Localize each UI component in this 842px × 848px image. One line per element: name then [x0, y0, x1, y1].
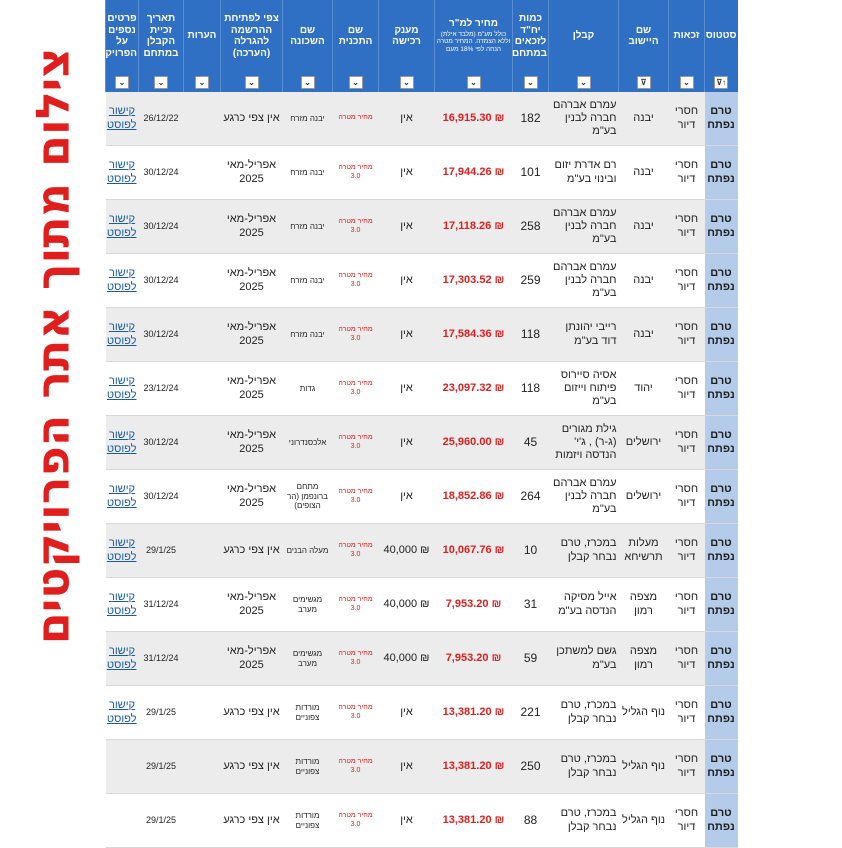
cell-neighborhood: מורדות צפוניים — [283, 686, 333, 740]
cell-date: 29/1/25 — [139, 524, 184, 578]
cell-status: טרם נפתח — [705, 362, 738, 416]
header-row — [106, 0, 738, 72]
post-link[interactable]: קישור לפוסט — [106, 645, 137, 671]
column-header-program — [333, 0, 379, 72]
cell-units: 118 — [513, 308, 549, 362]
cell-program: מחיר מטרה 3.0 — [333, 470, 379, 524]
cell-units: 258 — [513, 200, 549, 254]
cell-expected: אין צפי כרגע — [221, 740, 283, 794]
filter-dropdown-icon[interactable]: ⌄ — [195, 76, 209, 89]
cell-status: טרם נפתח — [705, 686, 738, 740]
cell-date: 30/12/24 — [139, 146, 184, 200]
cell-neighborhood: אלכסנדרוני — [283, 416, 333, 470]
cell-winners: חסרי דיור — [669, 632, 705, 686]
column-header-details — [98, 0, 139, 72]
column-header-notes — [184, 0, 221, 72]
cell-details — [106, 524, 139, 578]
table-row — [106, 524, 738, 578]
cell-city: נוף הגליל — [619, 794, 669, 848]
cell-winners: חסרי דיור — [669, 362, 705, 416]
cell-expected: אין צפי כרגע — [221, 524, 283, 578]
cell-grant: אין — [379, 146, 435, 200]
cell-notes — [184, 362, 221, 416]
cell-expected: אפריל-מאי 2025 — [221, 308, 283, 362]
cell-city: מעלות תרשיחא — [619, 524, 669, 578]
cell-program: מחיר מטרה 3.0 — [333, 362, 379, 416]
cell-grant: אין — [379, 308, 435, 362]
column-header-label: שם התכנית — [338, 24, 373, 47]
cell-grant: אין — [379, 470, 435, 524]
column-header-label: סטטוס — [705, 30, 737, 42]
cell-winners: חסרי דיור — [669, 794, 705, 848]
filter-cell-expected — [221, 72, 283, 92]
table-row — [106, 146, 738, 200]
column-header-winners — [669, 0, 705, 72]
filter-dropdown-icon[interactable]: ⊽ — [637, 76, 651, 89]
filter-cell-program — [333, 72, 379, 92]
cell-units: 10 — [513, 524, 549, 578]
side-title-container — [6, 47, 98, 645]
cell-notes — [184, 416, 221, 470]
cell-city: יבנה — [619, 92, 669, 146]
cell-neighborhood: יבנה מזרח — [283, 254, 333, 308]
cell-notes — [184, 470, 221, 524]
cell-city: ירושלים — [619, 416, 669, 470]
filter-cell-contractor — [549, 72, 619, 92]
table-row — [106, 200, 738, 254]
cell-price: ₪ 17,303.52 — [435, 254, 513, 308]
filter-dropdown-icon[interactable]: ⌄ — [301, 76, 315, 89]
cell-details — [106, 470, 139, 524]
cell-neighborhood: מתחם ברונפמן (הר הצופים) — [283, 470, 333, 524]
cell-details — [106, 308, 139, 362]
column-header-sublabel: כולל מע"מ (מלבד אילת) וללא הצמדה. המחיר מטרה הנחה לפי 18% מעם — [436, 30, 511, 54]
cell-neighborhood: יבנה מזרח — [283, 92, 333, 146]
cell-price: ₪ 23,097.32 — [435, 362, 513, 416]
cell-notes — [184, 254, 221, 308]
cell-status: טרם נפתח — [705, 740, 738, 794]
post-link[interactable]: קישור לפוסט — [106, 267, 137, 293]
column-header-label: כמות יח"ד לזכאים במתחם — [511, 13, 547, 59]
cell-grant: ₪ 40,000 — [379, 524, 435, 578]
cell-grant: אין — [379, 686, 435, 740]
cell-units: 45 — [513, 416, 549, 470]
filter-dropdown-icon[interactable]: ⌄ — [400, 76, 414, 89]
table-row — [106, 254, 738, 308]
cell-contractor: רם אדרת יזום ובינוי בע"מ — [549, 146, 619, 200]
cell-status: טרם נפתח — [705, 146, 738, 200]
cell-units: 259 — [513, 254, 549, 308]
cell-program: מחיר מטרה — [333, 92, 379, 146]
cell-notes — [184, 794, 221, 848]
post-link[interactable]: קישור לפוסט — [106, 159, 137, 185]
cell-neighborhood: מורדות צפוניים — [283, 794, 333, 848]
cell-grant: אין — [379, 794, 435, 848]
cell-expected: אפריל-מאי 2025 — [221, 254, 283, 308]
cell-neighborhood: מגשימים מערב — [283, 578, 333, 632]
cell-grant: אין — [379, 416, 435, 470]
cell-notes — [184, 146, 221, 200]
filter-dropdown-icon[interactable]: ⌄ — [524, 76, 538, 89]
cell-contractor: עמרם אברהם חברה לבנין בע"מ — [549, 470, 619, 524]
cell-neighborhood: יבנה מזרח — [283, 308, 333, 362]
table-row — [106, 632, 738, 686]
post-link[interactable]: קישור לפוסט — [106, 537, 137, 563]
cell-contractor: אייל מסיקה הנדסה בע"מ — [549, 578, 619, 632]
cell-grant: ₪ 40,000 — [379, 578, 435, 632]
column-header-label: קבלן — [572, 30, 595, 42]
cell-program: מחיר מטרה 3.0 — [333, 740, 379, 794]
cell-neighborhood: יבנה מזרח — [283, 200, 333, 254]
filter-dropdown-icon[interactable]: ⌄ — [577, 76, 591, 89]
cell-city: יבנה — [619, 254, 669, 308]
cell-units: 182 — [513, 92, 549, 146]
cell-winners: חסרי דיור — [669, 92, 705, 146]
cell-program: מחיר מטרה 3.0 — [333, 524, 379, 578]
cell-status: טרם נפתח — [705, 254, 738, 308]
table-body — [106, 92, 738, 848]
cell-notes — [184, 632, 221, 686]
table-row — [106, 92, 738, 146]
filter-cell-price — [435, 72, 513, 92]
filter-cell-grant — [379, 72, 435, 92]
cell-date: 29/1/25 — [139, 740, 184, 794]
filter-dropdown-icon[interactable]: ⌄ — [115, 76, 129, 89]
column-header-date — [139, 0, 184, 72]
column-header-label: מענק רכישה — [392, 24, 421, 47]
cell-date: 29/1/25 — [139, 794, 184, 848]
cell-date: 30/12/24 — [139, 254, 184, 308]
side-title: צילום מתוך אתר הפרויקטים — [25, 47, 79, 645]
cell-status: טרם נפתח — [705, 200, 738, 254]
cell-price: ₪ 17,944.26 — [435, 146, 513, 200]
cell-expected: אין צפי כרגע — [221, 794, 283, 848]
cell-units: 264 — [513, 470, 549, 524]
table-row — [106, 740, 738, 794]
filter-row — [106, 72, 738, 92]
cell-city: מצפה רמון — [619, 632, 669, 686]
cell-program: מחיר מטרה 3.0 — [333, 578, 379, 632]
cell-price: ₪ 25,960.00 — [435, 416, 513, 470]
table-row — [106, 686, 738, 740]
cell-details — [106, 362, 139, 416]
cell-grant: אין — [379, 362, 435, 416]
cell-units: 101 — [513, 146, 549, 200]
column-header-label: צפי לפתיחת ההרשמה להגרלה (הערכה) — [224, 13, 279, 59]
cell-units: 250 — [513, 740, 549, 794]
cell-city: מצפה רמון — [619, 578, 669, 632]
filter-cell-date — [139, 72, 184, 92]
cell-city: נוף הגליל — [619, 740, 669, 794]
cell-contractor: רייבי יהונתן דוד בע"מ — [549, 308, 619, 362]
cell-program: מחיר מטרה 3.0 — [333, 416, 379, 470]
cell-notes — [184, 524, 221, 578]
column-header-label: הערות — [187, 30, 217, 42]
cell-grant: אין — [379, 740, 435, 794]
cell-program: מחיר מטרה 3.0 — [333, 200, 379, 254]
cell-details — [106, 794, 139, 848]
column-header-label: שם היישוב — [628, 24, 659, 47]
cell-price: ₪ 18,852.86 — [435, 470, 513, 524]
column-header-city — [619, 0, 669, 72]
cell-program: מחיר מטרה 3.0 — [333, 146, 379, 200]
cell-neighborhood: מורדות צפוניים — [283, 740, 333, 794]
cell-date: 29/1/25 — [139, 686, 184, 740]
cell-contractor: במכרז, טרם נבחר קבלן — [549, 794, 619, 848]
cell-details — [106, 578, 139, 632]
cell-expected: אפריל-מאי 2025 — [221, 200, 283, 254]
column-header-units — [513, 0, 549, 72]
cell-program: מחיר מטרה 3.0 — [333, 308, 379, 362]
cell-status: טרם נפתח — [705, 578, 738, 632]
cell-notes — [184, 686, 221, 740]
cell-grant: אין — [379, 200, 435, 254]
filter-cell-neighborhood — [283, 72, 333, 92]
cell-units: 221 — [513, 686, 549, 740]
column-header-neighborhood — [283, 0, 333, 72]
cell-date: 31/12/24 — [139, 632, 184, 686]
cell-price: ₪ 7,953.20 — [435, 578, 513, 632]
cell-date: 31/12/24 — [139, 578, 184, 632]
column-header-status — [705, 0, 738, 72]
cell-units: 118 — [513, 362, 549, 416]
post-link[interactable]: קישור לפוסט — [106, 483, 137, 509]
cell-expected: אין צפי כרגע — [221, 92, 283, 146]
cell-price: ₪ 13,381.20 — [435, 686, 513, 740]
cell-price: ₪ 17,584.36 — [435, 308, 513, 362]
cell-expected: אפריל-מאי 2025 — [221, 416, 283, 470]
post-link[interactable]: קישור לפוסט — [106, 375, 137, 401]
column-header-contractor — [549, 0, 619, 72]
cell-details — [106, 686, 139, 740]
filter-cell-status — [705, 72, 738, 92]
cell-details — [106, 92, 139, 146]
cell-expected: אין צפי כרגע — [221, 686, 283, 740]
cell-city: יהוד — [619, 362, 669, 416]
cell-details — [106, 632, 139, 686]
cell-price: ₪ 17,118.26 — [435, 200, 513, 254]
cell-neighborhood: מגשימים מערב — [283, 632, 333, 686]
cell-details — [106, 146, 139, 200]
cell-grant: אין — [379, 92, 435, 146]
filter-dropdown-icon[interactable]: ⌄ — [680, 76, 694, 89]
cell-program: מחיר מטרה 3.0 — [333, 632, 379, 686]
post-link[interactable]: קישור לפוסט — [106, 591, 137, 617]
cell-price: ₪ 13,381.20 — [435, 740, 513, 794]
cell-details — [106, 416, 139, 470]
cell-details — [106, 254, 139, 308]
cell-expected: אפריל-מאי 2025 — [221, 578, 283, 632]
post-link[interactable]: קישור לפוסט — [106, 213, 137, 239]
cell-contractor: אסיה סיירוס פיתוח וייזום בע"מ — [549, 362, 619, 416]
cell-program: מחיר מטרה 3.0 — [333, 686, 379, 740]
cell-winners: חסרי דיור — [669, 470, 705, 524]
cell-contractor: עמרם אברהם חברה לבנין בע"מ — [549, 254, 619, 308]
filter-dropdown-icon[interactable]: ⌄ — [245, 76, 259, 89]
cell-status: טרם נפתח — [705, 416, 738, 470]
cell-notes — [184, 740, 221, 794]
projects-table-container — [98, 0, 737, 846]
cell-date: 30/12/24 — [139, 308, 184, 362]
cell-winners: חסרי דיור — [669, 200, 705, 254]
column-header-label: תאריך זכיית הקבלן במתחם — [143, 13, 179, 59]
cell-details — [106, 200, 139, 254]
cell-notes — [184, 308, 221, 362]
cell-winners: חסרי דיור — [669, 524, 705, 578]
cell-status: טרם נפתח — [705, 794, 738, 848]
filter-dropdown-icon[interactable]: ⌄ — [154, 76, 168, 89]
filter-cell-notes — [184, 72, 221, 92]
cell-price: ₪ 10,067.76 — [435, 524, 513, 578]
cell-winners: חסרי דיור — [669, 308, 705, 362]
cell-city: יבנה — [619, 146, 669, 200]
projects-table — [98, 0, 738, 848]
column-header-price — [435, 0, 513, 72]
column-header-expected — [221, 0, 283, 72]
cell-status: טרם נפתח — [705, 524, 738, 578]
table-row — [106, 578, 738, 632]
cell-contractor: עמרם אברהם חברה לבנין בע"מ — [549, 200, 619, 254]
cell-expected: אפריל-מאי 2025 — [221, 362, 283, 416]
table-row — [106, 362, 738, 416]
filter-dropdown-icon[interactable]: ⌄ — [467, 76, 481, 89]
cell-contractor: גילת מגורים (ג-ר) , ג'י' הנדסה ויזמות — [549, 416, 619, 470]
cell-details — [106, 740, 139, 794]
cell-grant: אין — [379, 254, 435, 308]
cell-status: טרם נפתח — [705, 92, 738, 146]
cell-date: 30/12/24 — [139, 200, 184, 254]
post-link[interactable]: קישור לפוסט — [106, 429, 137, 455]
column-header-grant — [379, 0, 435, 72]
cell-contractor: גשם למשתכן בע"מ — [549, 632, 619, 686]
cell-city: ירושלים — [619, 470, 669, 524]
cell-notes — [184, 92, 221, 146]
table-row — [106, 416, 738, 470]
cell-contractor: במכרז, טרם נבחר קבלן — [549, 524, 619, 578]
cell-city: יבנה — [619, 308, 669, 362]
cell-price: ₪ 7,953.20 — [435, 632, 513, 686]
cell-contractor: עמרם אברהם חברה לבנין בע"מ — [549, 92, 619, 146]
cell-expected: אפריל-מאי 2025 — [221, 632, 283, 686]
cell-contractor: במכרז, טרם נבחר קבלן — [549, 740, 619, 794]
filter-cell-winners — [669, 72, 705, 92]
filter-dropdown-icon[interactable]: ↑⊽ — [714, 76, 728, 89]
cell-units: 88 — [513, 794, 549, 848]
cell-expected: אפריל-מאי 2025 — [221, 146, 283, 200]
cell-neighborhood: גדות — [283, 362, 333, 416]
cell-neighborhood: יבנה מזרח — [283, 146, 333, 200]
cell-status: טרם נפתח — [705, 632, 738, 686]
post-link[interactable]: קישור לפוסט — [106, 105, 137, 131]
cell-date: 30/12/24 — [139, 416, 184, 470]
column-header-label: זכאות — [673, 30, 700, 42]
cell-date: 26/12/22 — [139, 92, 184, 146]
cell-contractor: במכרז, טרם נבחר קבלן — [549, 686, 619, 740]
cell-grant: ₪ 40,000 — [379, 632, 435, 686]
cell-program: מחיר מטרה 3.0 — [333, 254, 379, 308]
cell-city: יבנה — [619, 200, 669, 254]
cell-neighborhood: מעלה הבנים — [283, 524, 333, 578]
cell-status: טרם נפתח — [705, 308, 738, 362]
cell-winners: חסרי דיור — [669, 740, 705, 794]
post-link[interactable]: קישור לפוסט — [106, 699, 137, 725]
cell-units: 59 — [513, 632, 549, 686]
cell-winners: חסרי דיור — [669, 578, 705, 632]
cell-price: ₪ 13,381.20 — [435, 794, 513, 848]
post-link[interactable]: קישור לפוסט — [106, 321, 137, 347]
cell-expected: אפריל-מאי 2025 — [221, 470, 283, 524]
cell-date: 23/12/24 — [139, 362, 184, 416]
cell-price: ₪ 16,915.30 — [435, 92, 513, 146]
cell-program: מחיר מטרה 3.0 — [333, 794, 379, 848]
filter-dropdown-icon[interactable]: ⌄ — [349, 76, 363, 89]
cell-winners: חסרי דיור — [669, 686, 705, 740]
cell-units: 31 — [513, 578, 549, 632]
filter-cell-units — [513, 72, 549, 92]
cell-status: טרם נפתח — [705, 470, 738, 524]
filter-cell-details — [106, 72, 139, 92]
table-row — [106, 308, 738, 362]
cell-notes — [184, 578, 221, 632]
table-row — [106, 794, 738, 848]
column-header-label: מחיר למ"ר — [448, 18, 499, 30]
column-header-label: פרטים נספים על הפרויקט — [98, 13, 137, 59]
cell-winners: חסרי דיור — [669, 146, 705, 200]
table-row — [106, 470, 738, 524]
cell-winners: חסרי דיור — [669, 254, 705, 308]
column-header-label: שם השכונה — [290, 24, 325, 47]
cell-notes — [184, 200, 221, 254]
cell-date: 30/12/24 — [139, 470, 184, 524]
filter-cell-city — [619, 72, 669, 92]
cell-city: נוף הגליל — [619, 686, 669, 740]
cell-winners: חסרי דיור — [669, 416, 705, 470]
